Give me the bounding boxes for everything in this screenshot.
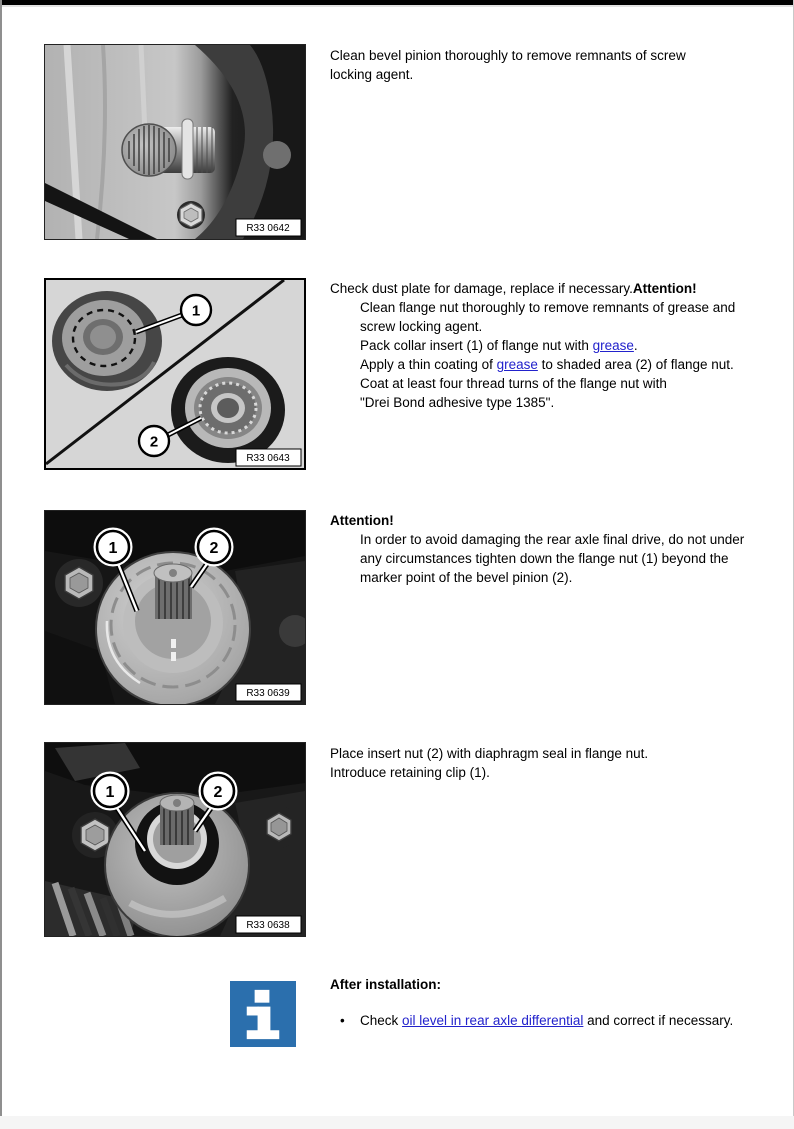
intro-text: Check dust plate for damage, replace if necessary. (330, 281, 633, 296)
callout-1-number: 1 (105, 784, 115, 801)
figure-ref-label (236, 684, 301, 701)
bullet-item (330, 1011, 762, 1030)
step-text: Clean flange nut thoroughly to remove remnants of grease and screw locking agent. (360, 300, 736, 334)
step-text: Pack collar insert (1) of flange nut with grease. (360, 338, 638, 353)
page-bottom-margin (0, 1116, 794, 1129)
figure-ref-text: R33 0638 (246, 920, 290, 931)
section-clean-bevel-pinion (330, 46, 730, 84)
grease-link[interactable]: grease (496, 357, 538, 372)
figure-ref-text: R33 0643 (246, 453, 290, 464)
figure-ref-label (236, 219, 301, 236)
hex-bolt (177, 201, 205, 229)
attention-label: Attention! (330, 513, 394, 528)
section-dust-plate (330, 279, 762, 412)
attention-label: Attention! (632, 281, 697, 296)
bullet-text: Check oil level in rear axle differential and correct if necessary. (360, 1013, 734, 1028)
callout-1-number: 1 (191, 302, 201, 320)
hex-bolt-left (55, 559, 103, 607)
bevel-pinion-hub (160, 795, 194, 845)
callout-2-number: 2 (149, 433, 159, 451)
figure-ref-text: R33 0642 (246, 223, 290, 234)
after-installation-heading: After installation: (330, 977, 442, 992)
instruction-text: Place insert nut (2) with diaphragm seal in flange nut. (330, 746, 649, 761)
hex-bolt-right (258, 806, 300, 848)
step-text: Apply a thin coating of grease to shaded area (2) of flange nut. (360, 357, 734, 372)
figure-ref-label (236, 449, 301, 466)
grease-link[interactable]: grease (592, 338, 634, 353)
callout-2-number: 2 (209, 540, 219, 557)
instruction-text (330, 279, 762, 298)
step-list (360, 298, 760, 412)
figure-flange-nut-installed-photo (44, 510, 306, 705)
instruction-text: Introduce retaining clip (1). (330, 765, 490, 780)
section-attention-tighten (330, 511, 762, 587)
figure-flange-nut-diagram (44, 278, 306, 470)
insert-nut-illustration (45, 743, 305, 936)
info-icon-glyph (230, 981, 296, 1047)
washer-ring (182, 119, 193, 179)
section-after-installation (330, 975, 762, 1030)
instruction-text: Clean bevel pinion thoroughly to remove remnants of screw locking agent. (330, 48, 686, 82)
flange-nut-top-view (52, 291, 162, 391)
bullet-icon: • (340, 1013, 345, 1028)
callout-2-number: 2 (213, 784, 223, 801)
callout-1-number: 1 (108, 540, 118, 557)
oil-level-link[interactable]: oil level in rear axle differential (402, 1013, 584, 1028)
figure-ref-label (236, 916, 301, 933)
attention-body: In order to avoid damaging the rear axle final drive, do not under any circumstances tighten down the flange nut (1) beyond the marker point of the bevel pinion (2). (360, 532, 745, 585)
figure-bevel-pinion-photo (44, 44, 306, 240)
bevel-pinion-illustration (45, 45, 305, 239)
step-text: Coat at least four thread turns of the flange nut with "Drei Bond adhesive type 1385". (360, 376, 667, 410)
flange-nut-installed-illustration (45, 511, 305, 704)
figure-insert-nut-photo (44, 742, 306, 937)
page-left-border (0, 0, 2, 1129)
figure-ref-text: R33 0639 (246, 688, 290, 699)
step-list (360, 530, 760, 587)
bevel-pinion-hub (154, 564, 192, 619)
flange-nut-seal-view (171, 357, 285, 463)
section-insert-nut (330, 744, 750, 782)
info-icon (230, 981, 296, 1047)
flange-nut-illustration (46, 280, 304, 468)
page-top-shadow (0, 5, 794, 7)
